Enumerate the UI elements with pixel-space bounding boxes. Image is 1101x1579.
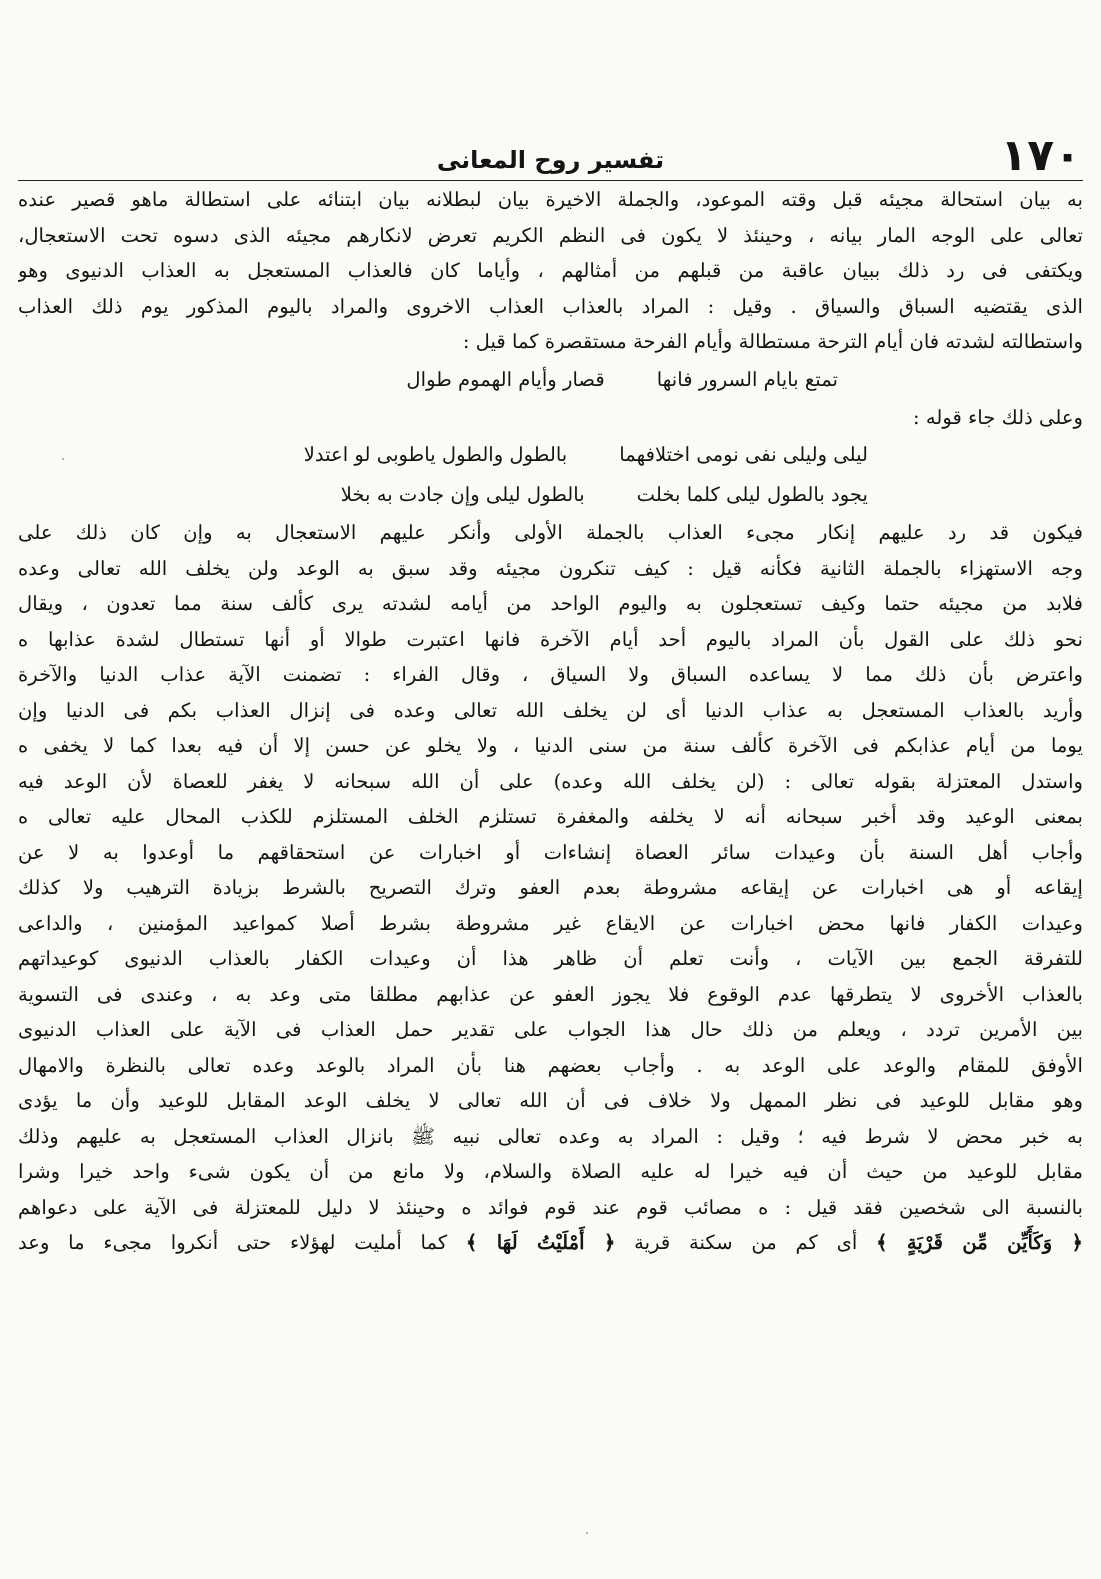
quran-quote: ﴿ أَمْلَيْتُ لَهَا ﴾	[465, 1231, 616, 1254]
verse-first-hemistich: ليلى وليلى نفى نومى اختلافهما	[619, 443, 868, 466]
text-line: إيقاعه أو هى اخبارات عن إيقاعه مشروطة بعدم العفو وترك التصريح بالشرط بزيادة الترهيب ولا كذلك	[18, 876, 1083, 899]
verse-second-hemistich: بالطول ليلى وإن جادت به بخلا	[340, 483, 585, 506]
text-line: وجه الاستهزاء بالجملة الثانية فكأنه قيل : كيف تنكرون مجيئه وقد سبق به الوعد ولن يخلف الله تعالى وعده	[18, 556, 1083, 580]
text-line: للتفرقة الجمع بين الآيات ، وأنت تعلم أن ظاهر هذا أن وعيدات الكفار بالعذاب الدنيوى كوعيداتهم	[18, 947, 1083, 970]
paper-speck	[586, 1532, 588, 1534]
page-number: ١٧٠	[1000, 130, 1081, 181]
page-header	[16, 128, 1085, 181]
poem-verse	[18, 435, 1083, 475]
running-title: تفسير روح المعانى	[436, 146, 665, 174]
text-line: نحو ذلك على القول بأن المراد باليوم أحد أيام الآخرة فانها اعتبرت طوالا أو أنها تستطال لشدة عذابها ه	[18, 627, 1083, 651]
text-line: واعترض بأن ذلك مما لا يساعده السباق ولا السياق ، وقال الفراء : تضمنت الآية عذاب الدنيا والآخرة	[18, 663, 1083, 686]
body-text	[18, 182, 1083, 1261]
text-line: بالعذاب الأخروى لا يتطرقها عدم الوقوع فلا يجوز العفو عن عذابهم مطلقا متى وعد به ، وعندى فى التسوية	[18, 982, 1083, 1006]
text-line: الذى يقتضيه السباق والسياق . وقيل : المراد بالعذاب العذاب الاخروى والمراد باليوم المذكور يوم ذلك العذاب	[18, 294, 1083, 318]
paper-speck	[62, 458, 64, 460]
text-line-final	[18, 1225, 1083, 1261]
text-line: مقابل للوعيد من حيث أن فيه خيرا له عليه الصلاة والسلام، ولا مانع من أن يكون شىء واحد خيرا وشرا	[18, 1160, 1083, 1183]
header-divider	[18, 180, 1083, 181]
text-line: واستطالته لشدته فان أيام الترحة مستطالة وأيام الفرحة مستقصرة كما قيل :	[462, 330, 1083, 353]
text-line: واستدل المعتزلة بقوله تعالى : (لن يخلف الله وعده) على أن الله سبحانه لا يغفر للعصاة لأن الوعد فيه	[18, 769, 1083, 793]
text-line: تعالى على الوجه المار بيانه ، وحينئذ لا يكون فى النظم الكريم تعرض لانكارهم مجيئه الذى دسوه تحت الاستعجال،	[18, 223, 1083, 247]
commentary-text: أى كم من سكنة قرية	[634, 1231, 858, 1254]
text-line: فلابد من مجيئه حتما وكيف تستعجلون به واليوم الواحد من أيامه لشدته يرى كألف سنة مما تعدون ، ويقال	[18, 592, 1083, 615]
verse-first-hemistich: يجود بالطول ليلى كلما بخلت	[636, 483, 868, 506]
text-line: بمعنى الوعيد وقد أخبر سبحانه أنه لا يخلفه والمغفرة تستلزم الخلف المستلزم للكذب المحال عليه تعالى ه	[18, 805, 1083, 828]
text-line: وهو مقابل للوعيد فى نظر الممهل ولا خلاف فى أن الله تعالى لا يخلف الوعد المقابل للوعيد وأن ما يؤدى	[18, 1089, 1083, 1112]
text-line: بالنسبة الى شخصين فقد قيل : ه مصائب قوم عند قوم فوائد ه وحينئذ لا دليل للمعتزلة فى الآية على دعواهم	[18, 1195, 1083, 1219]
poem-verse	[18, 475, 1083, 515]
text-line: الأوفق للمقام والوعد على الوعد به . وأجاب بعضهم هنا بأن المراد بالوعد وعده تعالى بالنظرة والامهال	[18, 1053, 1083, 1077]
text-line: وعلى ذلك جاء قوله :	[913, 405, 1083, 429]
text-line: ويكتفى فى رد ذلك ببيان عاقبة من قبلهم من أمثالهم ، وأياما كان فالعذاب المستعجل به العذاب الدنيوى وهو	[18, 259, 1083, 282]
text-line: به خبر محض لا شرط فيه ؛ وقيل : المراد به وعده تعالى نبيه ﷺ بانزال العذاب المستعجل به عليهم وذلك	[18, 1124, 1083, 1148]
text-line: به بيان استحالة مجيئه قبل وقته الموعود، والجملة الاخيرة بيان لبطلانه بيان ابتنائه على استطالة ماهو قصير عنده	[18, 188, 1083, 211]
text-line: وأريد بالعذاب المستعجل به عذاب الدنيا أى لن يخلف الله تعالى وعده فى إنزال العذاب بكم فى الدنيا وإن	[18, 698, 1083, 722]
verse-first-hemistich: تمتع بايام السرور فانها	[656, 367, 838, 391]
commentary-text: كما أمليت لهؤلاء حتى أنكروا مجىء ما وعد	[18, 1231, 448, 1254]
text-line: فيكون قد رد عليهم إنكار مجىء العذاب بالجملة الأولى وأنكر عليهم الاستعجال به وإن كان ذلك على	[18, 521, 1083, 544]
text-line: يوما من أيام عذابكم فى الآخرة كألف سنة من سنى الدنيا ، ولا يخلو عن حسن إلا أن فيه بعدا كما لا يخفى ه	[18, 734, 1083, 757]
verse-second-hemistich: قصار وأيام الهموم طوال	[406, 367, 605, 391]
verse-second-hemistich: بالطول والطول ياطوبى لو اعتدلا	[303, 443, 568, 466]
text-line: وعيدات الكفار فانها محض اخبارات عن الايقاع غير مشروطة بشرط أصلا كمواعيد المؤمنين ، والداعى	[18, 911, 1083, 935]
poem-verse	[18, 360, 1083, 400]
text-line: وأجاب أهل السنة بأن وعيدات سائر العصاة إنشاءات أو اخبارات عن استحقاقهم ما أوعدوا به لا عن	[18, 840, 1083, 864]
quran-quote: ﴿ وَكَأَيِّن مِّن قَرْيَةٍ ﴾	[876, 1231, 1083, 1254]
text-line: بين الأمرين تردد ، ويعلم من ذلك حال هذا الجواب على تقدير حمل العذاب فى الآية على العذاب الدنيوى	[18, 1018, 1083, 1041]
